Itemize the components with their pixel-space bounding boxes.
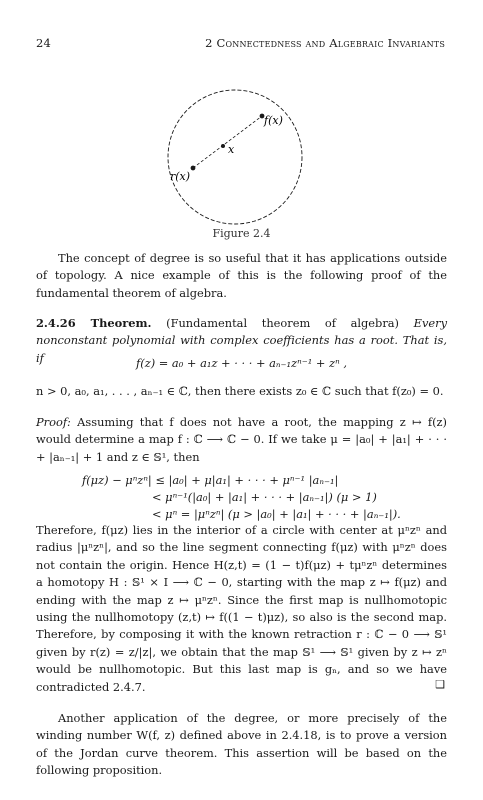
running-header — [36, 36, 445, 52]
proof-start: Assuming that f does not have a root, the mapping z ↦ f(z) would determine a map f : ℂ ⟶ ℂ − 0. If we take μ = |a₀| + |a₁| + · · · + |aₙ₋₁| + 1 and z ∈ 𝕊¹, then — [36, 415, 447, 464]
figure-circle-retraction — [160, 82, 310, 232]
point-x — [221, 144, 225, 148]
label-x: x — [228, 143, 235, 156]
inequality-line-2: < μⁿ⁻¹(|a₀| + |a₁| + · · · + |aₙ₋₁|) (μ > 1) — [152, 490, 377, 504]
proof-opening — [36, 414, 447, 466]
theorem-number: 2.4.26 Theorem. — [36, 316, 152, 330]
theorem-conclusion: n > 0, a₀, a₁, . . . , aₙ₋₁ ∈ ℂ, then there exists z₀ ∈ ℂ such that f(z₀) = 0. — [36, 384, 444, 398]
point-rx — [191, 166, 196, 171]
intro-paragraph: The concept of degree is so useful that it has applications outside of topology. A nice example of this is the following proof of the fundamental theorem of algebra. — [36, 251, 447, 300]
proof-continuation: Therefore, f(μz) lies in the interior of a circle with center at μⁿzⁿ and radius |μⁿzⁿ|, and so the line segment connecting f(μz) with μⁿzⁿ does not contain the origin. Hence H(z,t) = (1 − t)f(μz) + tμⁿzⁿ determines a homotopy H : 𝕊¹ × I ⟶ ℂ − 0, starting with the map z ↦ f(μz) and ending with the map z ↦ μⁿzⁿ. Since the first map is nullhomotopic using the nullhomotopy (z,t) ↦ f((1 − t)μz), so also is the second map. Therefore, by composing it with the known retraction r : ℂ − 0 ⟶ 𝕊¹ given by r(z) = z/|z|, we obtain that the map 𝕊¹ ⟶ 𝕊¹ given by z ↦ zⁿ would be nullhomotopic. But this last map is gₙ, and so we have contradicted 2.4.7. — [36, 523, 447, 694]
running-title: 2 Connectedness and Algebraic Invariants — [205, 36, 445, 50]
unit-circle — [168, 90, 302, 224]
inequality-line-1: f(μz) − μⁿzⁿ| ≤ |a₀| + μ|a₁| + · · · + μⁿ⁻¹ |aₙ₋₁| — [82, 473, 339, 487]
qed-symbol: ❑ — [435, 678, 445, 691]
page-number: 24 — [36, 36, 52, 50]
proof-label: Proof: — [36, 415, 71, 429]
ray-segment — [193, 116, 262, 168]
label-rx: r(x) — [170, 170, 191, 183]
figure-caption: Figure 2.4 — [212, 227, 271, 240]
inequality-line-3: < μⁿ = |μⁿzⁿ| (μ > |a₀| + |a₁| + · · · + |aₙ₋₁|). — [152, 507, 401, 521]
label-fx: f(x) — [264, 114, 283, 127]
theorem-statement: Every nonconstant polynomial with complex coefficients has a root. That is, if — [36, 316, 448, 365]
polynomial-equation: f(z) = a₀ + a₁z + · · · + aₙ₋₁zⁿ⁻¹ + zⁿ , — [136, 356, 347, 370]
closing-paragraph: Another application of the degree, or more precisely of the winding number W(f, z) defined above in 2.4.18, is to prove a version of the Jordan curve theorem. This assertion will be based on the following proposition. — [36, 711, 447, 778]
theorem-name: (Fundamental theorem of algebra) — [166, 316, 400, 330]
